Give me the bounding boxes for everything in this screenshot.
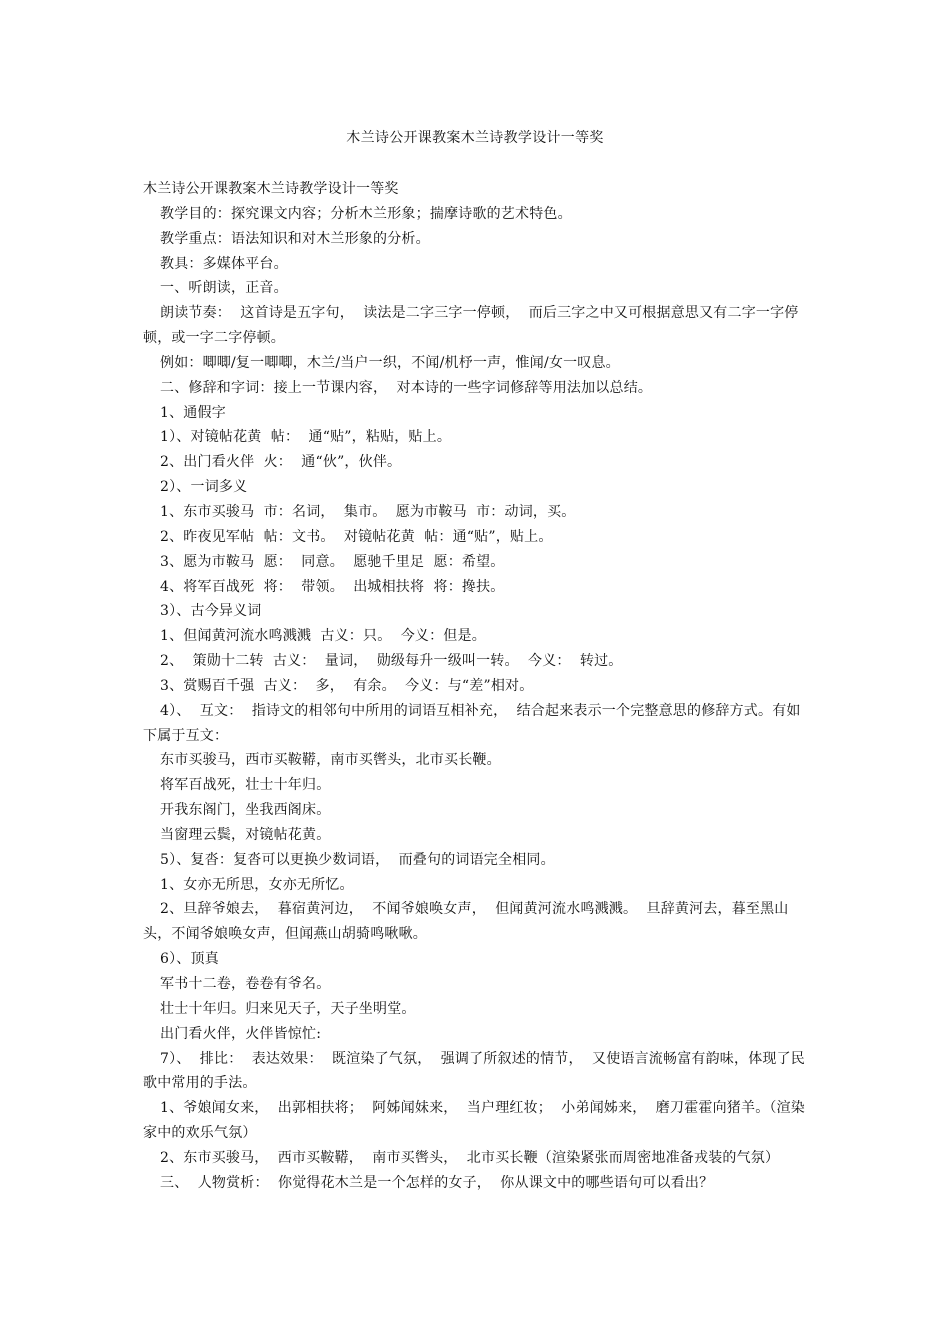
paragraph: 1、爷娘闻女来， 出郭相扶将； 阿姊闻妹来， 当户理红妆； 小弟闻姊来， 磨刀霍霍向猪羊。（渲染家中的欢乐气氛）: [143, 1100, 806, 1142]
paragraph: 4）、 互文： 指诗文的相邻句中所用的词语互相补充， 结合起来表示一个完整意思的修辞方式。有如下属于互文：: [143, 702, 801, 744]
paragraph: 将军百战死，壮士十年归。: [160, 777, 331, 794]
paragraph: 3）、古今异义词: [160, 603, 262, 620]
paragraph: 4、将军百战死 将： 带领。 出城相扶将 将：搀扶。: [160, 578, 505, 595]
paragraph: 1、女亦无所思，女亦无所忆。: [160, 876, 354, 893]
paragraph: 2、 策勋十二转 古义： 量词， 勋级每升一级叫一转。 今义： 转过。: [160, 653, 623, 670]
paragraph: 出门看火伴，火伴皆惊忙:: [160, 1025, 322, 1042]
paragraph: 6）、顶真: [160, 951, 219, 968]
paragraph: 军书十二卷，卷卷有爷名。: [160, 976, 331, 992]
paragraph: 开我东阁门，坐我西阁床。: [160, 802, 331, 819]
paragraph: 3、赏赐百千强 古义： 多， 有余。 今义：与“差”相对。: [160, 677, 534, 694]
paragraph: 1）、对镜帖花黄 帖： 通“贴”，粘贴，贴上。: [160, 429, 452, 446]
paragraph: 1、东市买骏马 市：名词， 集市。 愿为市鞍马 市：动词，买。: [160, 503, 576, 520]
paragraph: 教学目的：探究课文内容；分析木兰形象；揣摩诗歌的艺术特色。: [160, 205, 572, 222]
paragraph: 2、出门看火伴 火： 通“伙”，伙伴。: [160, 454, 402, 471]
paragraph: 朗读节奏： 这首诗是五字句， 读法是二字三字一停顿， 而后三字之中又可根据意思又有二字一字停顿，或一字二字停顿。: [143, 305, 799, 347]
paragraph: 一、听朗读，正音。: [160, 280, 288, 297]
paragraph: 当窗理云鬓，对镜帖花黄。: [160, 826, 331, 843]
paragraph: 1、通假字: [160, 404, 226, 421]
paragraph: 2、东市买骏马， 西市买鞍鞯， 南市买辔头， 北市买长鞭（渲染紧张而周密地准备戎装的气氛）: [160, 1149, 780, 1166]
paragraph: 1、但闻黄河流水鸣溅溅 古义：只。 今义：但是。: [160, 628, 486, 645]
paragraph: 7）、 排比： 表达效果： 既渲染了气氛， 强调了所叙述的情节， 又使语言流畅富有韵味，体现了民歌中常用的手法。: [143, 1050, 806, 1092]
document-body: [143, 177, 809, 1196]
paragraph: 2）、一词多义: [160, 479, 248, 496]
paragraph: 木兰诗公开课教案木兰诗教学设计一等奖: [143, 181, 399, 197]
paragraph: 壮士十年归。归来见天子，天子坐明堂。: [160, 1000, 416, 1017]
paragraph: 2、昨夜见军帖 帖：文书。 对镜帖花黄 帖：通“贴”，贴上。: [160, 528, 553, 545]
document-title: 木兰诗公开课教案木兰诗教学设计一等奖: [346, 130, 604, 146]
paragraph: 三、 人物赏析： 你觉得花木兰是一个怎样的女子， 你从课文中的哪些语句可以看出？: [160, 1174, 714, 1191]
paragraph: 教具：多媒体平台。: [160, 255, 288, 272]
paragraph: 东市买骏马，西市买鞍鞯，南市买辔头，北市买长鞭。: [160, 752, 501, 769]
paragraph: 2、旦辞爷娘去， 暮宿黄河边， 不闻爷娘唤女声， 但闻黄河流水鸣溅溅。 旦辞黄河去，暮至黑山头，不闻爷娘唤女声，但闻燕山胡骑鸣啾啾。: [143, 901, 789, 943]
paragraph: 教学重点：语法知识和对木兰形象的分析。: [160, 230, 430, 247]
paragraph: 例如：唧唧/复一唧唧，木兰/当户一织，不闻/机杼一声，惟闻/女一叹息。: [160, 354, 620, 371]
paragraph: 3、愿为市鞍马 愿： 同意。 愿驰千里足 愿：希望。: [160, 553, 505, 570]
paragraph: 二、修辞和字词：接上一节课内容， 对本诗的一些字词修辞等用法加以总结。: [160, 379, 653, 396]
paragraph: 5）、复沓：复沓可以更换少数词语， 而叠句的词语完全相同。: [160, 851, 555, 868]
